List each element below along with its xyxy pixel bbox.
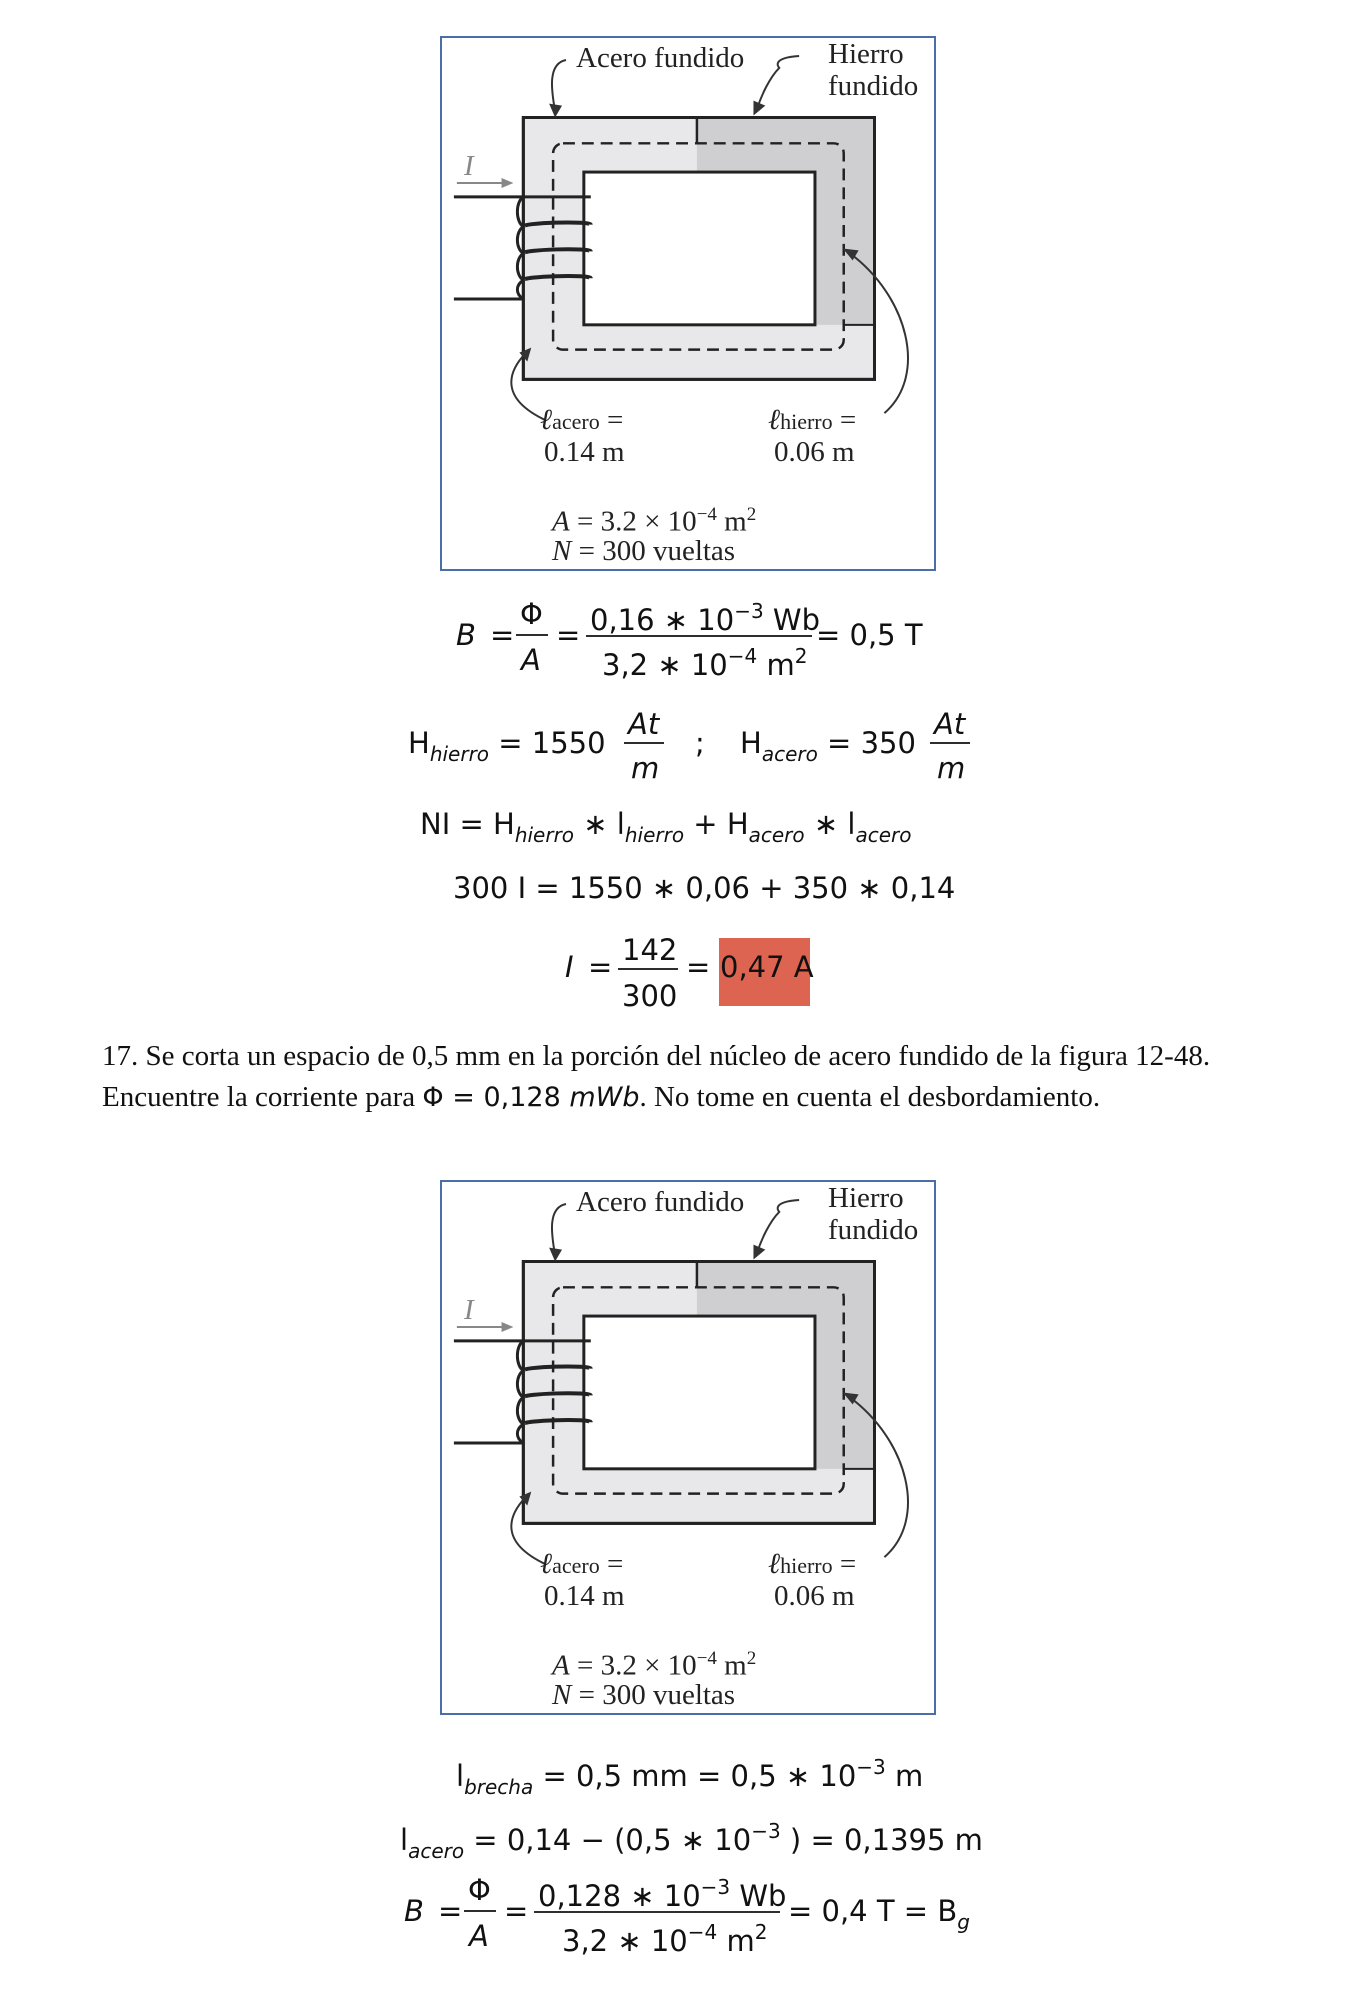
- magnetic-circuit-figure-2: [440, 1180, 936, 1715]
- eq5-answer: 0,47 A: [720, 950, 814, 984]
- eq1-result: = 0,5 T: [816, 618, 923, 652]
- eq6-body: $l_{brecha} = 0,5$ mm = 0,5 ∗ $10^{-3}$ m: [456, 1755, 924, 1799]
- equation-current-answer: [0, 932, 1372, 1012]
- equation-b-flux: [0, 600, 1372, 680]
- value-l-steel-2: 0.14 m: [544, 1580, 625, 1612]
- equation-300i: [0, 852, 1372, 932]
- eq5-eq: =: [588, 950, 613, 984]
- eq2-separator: ;: [695, 726, 705, 760]
- area-value-2: $A = 3.2 \times 10^{-4}$ $m^2$: [552, 1648, 757, 1682]
- core-window: [584, 172, 815, 325]
- value-l-iron: 0.06 m: [774, 436, 855, 468]
- eq7-body: $l_{acero} = 0,14 - (0,5$ ∗ $10^{-3}$ ) = 0,1395 m: [400, 1819, 983, 1863]
- eq8-num2: 0,128 ∗ $10^{-3}$ Wb: [538, 1876, 787, 1913]
- eq2-frac1-num: At: [628, 707, 660, 741]
- eq8-den: A: [469, 1919, 489, 1953]
- label-l-iron-2: ℓhierro =: [768, 1548, 857, 1580]
- eq1-lhs: B: [456, 618, 476, 652]
- equation-b-gap: [0, 1876, 1372, 1956]
- eq1-num: Φ: [520, 600, 543, 631]
- eq8-eq-b: =: [504, 1894, 529, 1928]
- eq4-body: 300 I = 1550 ∗ 0,06 + 350 ∗ 0,14: [453, 871, 956, 905]
- eq1-num2: 0,16 ∗ $10^{-3}$ Wb: [590, 600, 821, 637]
- label-current-2: I: [464, 1294, 474, 1326]
- arrow-steel: [549, 104, 562, 118]
- problem-17-text: 17. Se corta un espacio de 0,5 mm en la porción del núcleo de acero fundido de la figura 12-48. Encuentre la corriente para Φ = 0,128 mWb. No tome en cuenta el desbordamiento.: [102, 1040, 1211, 1113]
- eq5-lhs: I: [565, 950, 574, 984]
- eq8-eq: =: [438, 1894, 463, 1928]
- value-l-steel: 0.14 m: [544, 436, 625, 468]
- eq5-num: 142: [622, 933, 678, 967]
- eq1-den: A: [521, 643, 541, 677]
- core-drawing: [442, 38, 934, 569]
- eq1-eq-b: =: [556, 618, 581, 652]
- eq1-eq: =: [490, 618, 515, 652]
- eq8-result: = 0,4 $T = B_g$: [788, 1894, 970, 1934]
- eq1-den2: 3,2 ∗ $10^{-4}$ $m^2$: [602, 644, 808, 680]
- label-iron-2-2: fundido: [828, 1214, 919, 1246]
- eq5-eq2: =: [686, 950, 711, 984]
- label-iron-1: Hierro: [828, 38, 904, 70]
- label-steel: Acero fundido: [576, 42, 745, 74]
- value-l-iron-2: 0.06 m: [774, 1580, 855, 1612]
- eq3-body: NI = $H_{hierro}$ ∗ $l_{hierro} + H_{acero}$ ∗ $l_{acero}$: [420, 807, 912, 847]
- label-l-iron: ℓhierro =: [768, 404, 857, 436]
- eq2-frac2-den: m: [937, 751, 966, 785]
- label-iron-2: fundido: [828, 70, 919, 102]
- eq2-h-hierro: $H_{hierro} = 1550$: [408, 726, 606, 766]
- eq2-h-acero: $H_{acero} = 350$: [740, 726, 916, 766]
- turns-value: N = 300 vueltas: [552, 535, 736, 567]
- core-window-2: [584, 1316, 815, 1469]
- label-l-steel: ℓacero =: [540, 404, 624, 436]
- label-l-steel-2: ℓacero =: [540, 1548, 624, 1580]
- eq2-frac2-num: At: [934, 707, 966, 741]
- label-steel-2: Acero fundido: [576, 1186, 745, 1218]
- turns-value-2: N = 300 vueltas: [552, 1679, 736, 1711]
- eq8-num: Φ: [468, 1876, 491, 1907]
- eq8-lhs: B: [404, 1894, 424, 1928]
- equation-h-values: [0, 706, 1372, 786]
- label-current: I: [464, 150, 474, 182]
- label-iron-1-2: Hierro: [828, 1182, 904, 1214]
- eq2-frac1-den: m: [631, 751, 660, 785]
- core-drawing-2: [442, 1182, 934, 1713]
- eq8-den2: 3,2 ∗ $10^{-4}$ $m^2$: [562, 1920, 768, 1956]
- eq5-den: 300: [622, 979, 678, 1012]
- magnetic-circuit-figure-1: [440, 36, 936, 571]
- area-value: $A = 3.2 \times 10^{-4}$ $m^2$: [552, 504, 757, 538]
- arrow-steel-2: [549, 1248, 562, 1262]
- equation-l-acero: [0, 1804, 1372, 1884]
